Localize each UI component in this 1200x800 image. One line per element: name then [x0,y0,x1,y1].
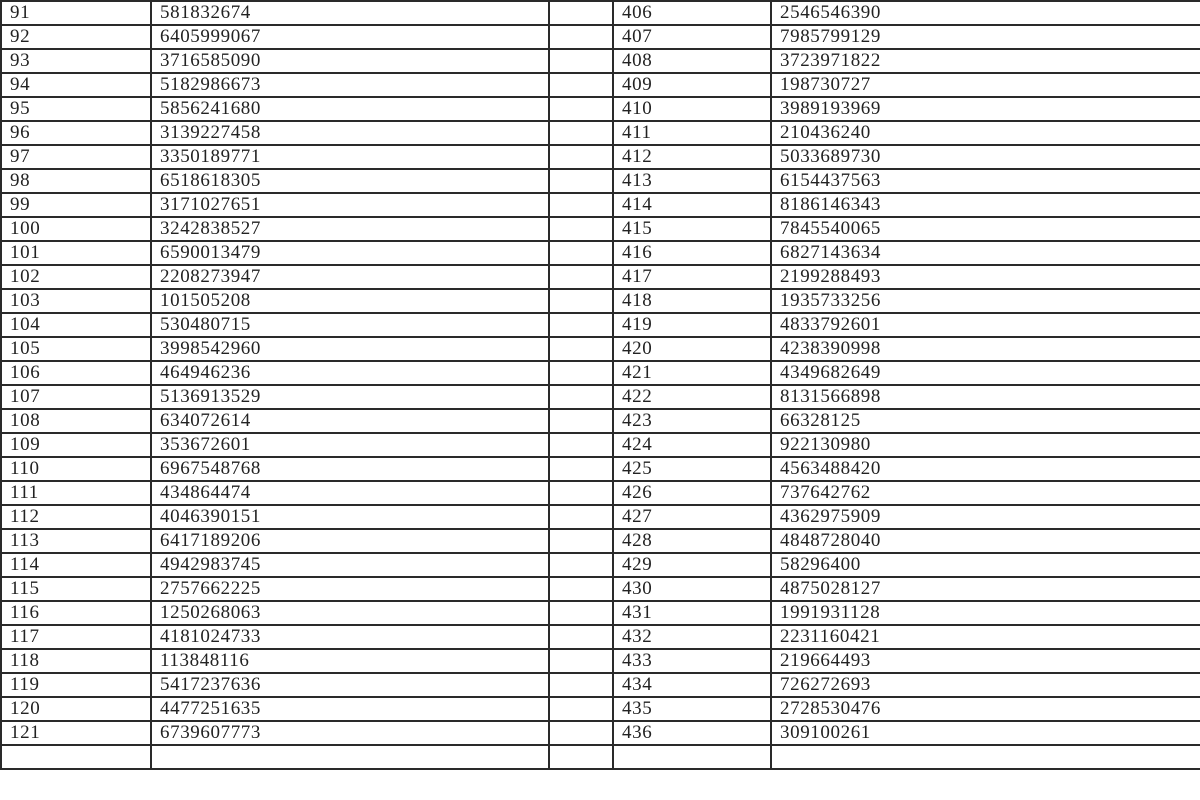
table-row [1,433,1200,457]
separator-cell [549,721,613,745]
left-id-cell: 107 [1,385,151,409]
left-value-cell: 530480715 [151,313,549,337]
right-value-cell: 737642762 [771,481,1200,505]
left-id-cell: 116 [1,601,151,625]
right-id-cell: 412 [613,145,771,169]
table-row [1,385,1200,409]
right-value-cell: 7985799129 [771,25,1200,49]
right-value-cell: 8131566898 [771,385,1200,409]
right-id-cell: 420 [613,337,771,361]
left-value-cell: 5417237636 [151,673,549,697]
table-row [1,1,1200,25]
left-id-cell: 118 [1,649,151,673]
right-value-cell: 198730727 [771,73,1200,97]
table-row [1,721,1200,745]
left-id-cell: 110 [1,457,151,481]
left-value-cell: 634072614 [151,409,549,433]
left-id-cell: 121 [1,721,151,745]
left-value-cell: 3998542960 [151,337,549,361]
table-row-cut-off [1,745,1200,769]
empty-cell [1,745,151,769]
left-id-cell: 98 [1,169,151,193]
table-row [1,409,1200,433]
number-table-body [1,1,1200,769]
right-value-cell: 4563488420 [771,457,1200,481]
left-value-cell: 3350189771 [151,145,549,169]
right-id-cell: 432 [613,625,771,649]
table-row [1,313,1200,337]
table-row [1,361,1200,385]
table-row [1,217,1200,241]
right-id-cell: 434 [613,673,771,697]
left-value-cell: 5856241680 [151,97,549,121]
right-id-cell: 433 [613,649,771,673]
right-value-cell: 3989193969 [771,97,1200,121]
right-id-cell: 414 [613,193,771,217]
left-id-cell: 111 [1,481,151,505]
table-row [1,337,1200,361]
left-id-cell: 117 [1,625,151,649]
left-value-cell: 6417189206 [151,529,549,553]
right-id-cell: 409 [613,73,771,97]
separator-cell [549,217,613,241]
right-id-cell: 429 [613,553,771,577]
left-id-cell: 102 [1,265,151,289]
separator-cell [549,1,613,25]
table-row [1,25,1200,49]
empty-cell [549,745,613,769]
table-row [1,241,1200,265]
left-id-cell: 113 [1,529,151,553]
empty-cell [613,745,771,769]
separator-cell [549,481,613,505]
table-row [1,481,1200,505]
table-row [1,265,1200,289]
left-value-cell: 6590013479 [151,241,549,265]
separator-cell [549,385,613,409]
right-value-cell: 2546546390 [771,1,1200,25]
separator-cell [549,673,613,697]
left-id-cell: 115 [1,577,151,601]
table-row [1,553,1200,577]
table-row [1,145,1200,169]
left-value-cell: 581832674 [151,1,549,25]
right-value-cell: 309100261 [771,721,1200,745]
left-id-cell: 104 [1,313,151,337]
left-id-cell: 99 [1,193,151,217]
left-id-cell: 103 [1,289,151,313]
right-id-cell: 427 [613,505,771,529]
left-id-cell: 91 [1,1,151,25]
right-value-cell: 6827143634 [771,241,1200,265]
right-id-cell: 416 [613,241,771,265]
table-row [1,697,1200,721]
table-row [1,505,1200,529]
left-id-cell: 101 [1,241,151,265]
table-row [1,49,1200,73]
separator-cell [549,577,613,601]
empty-cell [771,745,1200,769]
table-row [1,73,1200,97]
right-id-cell: 417 [613,265,771,289]
left-value-cell: 464946236 [151,361,549,385]
right-id-cell: 423 [613,409,771,433]
left-id-cell: 96 [1,121,151,145]
left-value-cell: 4181024733 [151,625,549,649]
separator-cell [549,25,613,49]
left-id-cell: 94 [1,73,151,97]
separator-cell [549,289,613,313]
left-value-cell: 6405999067 [151,25,549,49]
left-value-cell: 6518618305 [151,169,549,193]
left-value-cell: 4942983745 [151,553,549,577]
table-row [1,649,1200,673]
separator-cell [549,49,613,73]
right-value-cell: 1935733256 [771,289,1200,313]
table-row [1,577,1200,601]
right-id-cell: 435 [613,697,771,721]
separator-cell [549,553,613,577]
separator-cell [549,145,613,169]
right-id-cell: 408 [613,49,771,73]
left-value-cell: 3242838527 [151,217,549,241]
separator-cell [549,601,613,625]
separator-cell [549,193,613,217]
table-row [1,673,1200,697]
left-value-cell: 2208273947 [151,265,549,289]
left-value-cell: 2757662225 [151,577,549,601]
right-id-cell: 428 [613,529,771,553]
right-value-cell: 4833792601 [771,313,1200,337]
right-value-cell: 219664493 [771,649,1200,673]
right-value-cell: 4238390998 [771,337,1200,361]
left-id-cell: 105 [1,337,151,361]
left-value-cell: 3171027651 [151,193,549,217]
separator-cell [549,241,613,265]
right-id-cell: 407 [613,25,771,49]
right-value-cell: 2231160421 [771,625,1200,649]
left-value-cell: 6739607773 [151,721,549,745]
left-value-cell: 434864474 [151,481,549,505]
separator-cell [549,313,613,337]
left-id-cell: 120 [1,697,151,721]
left-id-cell: 119 [1,673,151,697]
right-value-cell: 726272693 [771,673,1200,697]
right-value-cell: 5033689730 [771,145,1200,169]
left-value-cell: 6967548768 [151,457,549,481]
left-id-cell: 95 [1,97,151,121]
right-id-cell: 419 [613,313,771,337]
right-value-cell: 4362975909 [771,505,1200,529]
left-value-cell: 113848116 [151,649,549,673]
right-value-cell: 4875028127 [771,577,1200,601]
left-value-cell: 1250268063 [151,601,549,625]
table-row [1,529,1200,553]
left-value-cell: 353672601 [151,433,549,457]
separator-cell [549,529,613,553]
right-value-cell: 6154437563 [771,169,1200,193]
separator-cell [549,433,613,457]
right-value-cell: 2728530476 [771,697,1200,721]
table-row [1,121,1200,145]
left-id-cell: 106 [1,361,151,385]
separator-cell [549,121,613,145]
separator-cell [549,505,613,529]
separator-cell [549,265,613,289]
left-value-cell: 3139227458 [151,121,549,145]
right-value-cell: 2199288493 [771,265,1200,289]
right-id-cell: 406 [613,1,771,25]
separator-cell [549,409,613,433]
table-row [1,169,1200,193]
left-id-cell: 92 [1,25,151,49]
table-row [1,457,1200,481]
table-row [1,625,1200,649]
right-value-cell: 8186146343 [771,193,1200,217]
table-row [1,193,1200,217]
right-id-cell: 418 [613,289,771,313]
separator-cell [549,337,613,361]
separator-cell [549,361,613,385]
separator-cell [549,625,613,649]
left-id-cell: 112 [1,505,151,529]
left-value-cell: 5136913529 [151,385,549,409]
right-id-cell: 422 [613,385,771,409]
right-id-cell: 426 [613,481,771,505]
left-id-cell: 108 [1,409,151,433]
table-row [1,601,1200,625]
right-value-cell: 4848728040 [771,529,1200,553]
right-value-cell: 4349682649 [771,361,1200,385]
separator-cell [549,73,613,97]
right-value-cell: 7845540065 [771,217,1200,241]
right-value-cell: 58296400 [771,553,1200,577]
separator-cell [549,649,613,673]
table-row [1,289,1200,313]
separator-cell [549,697,613,721]
right-id-cell: 413 [613,169,771,193]
left-value-cell: 3716585090 [151,49,549,73]
right-id-cell: 431 [613,601,771,625]
right-value-cell: 3723971822 [771,49,1200,73]
right-id-cell: 411 [613,121,771,145]
right-value-cell: 922130980 [771,433,1200,457]
left-value-cell: 5182986673 [151,73,549,97]
empty-cell [151,745,549,769]
right-value-cell: 210436240 [771,121,1200,145]
left-id-cell: 109 [1,433,151,457]
right-id-cell: 424 [613,433,771,457]
left-id-cell: 114 [1,553,151,577]
right-value-cell: 66328125 [771,409,1200,433]
left-value-cell: 4046390151 [151,505,549,529]
table-row [1,97,1200,121]
right-id-cell: 425 [613,457,771,481]
right-id-cell: 410 [613,97,771,121]
left-value-cell: 4477251635 [151,697,549,721]
left-id-cell: 93 [1,49,151,73]
right-id-cell: 415 [613,217,771,241]
left-id-cell: 97 [1,145,151,169]
right-id-cell: 430 [613,577,771,601]
left-id-cell: 100 [1,217,151,241]
left-value-cell: 101505208 [151,289,549,313]
right-id-cell: 436 [613,721,771,745]
right-value-cell: 1991931128 [771,601,1200,625]
right-id-cell: 421 [613,361,771,385]
separator-cell [549,169,613,193]
separator-cell [549,457,613,481]
separator-cell [549,97,613,121]
